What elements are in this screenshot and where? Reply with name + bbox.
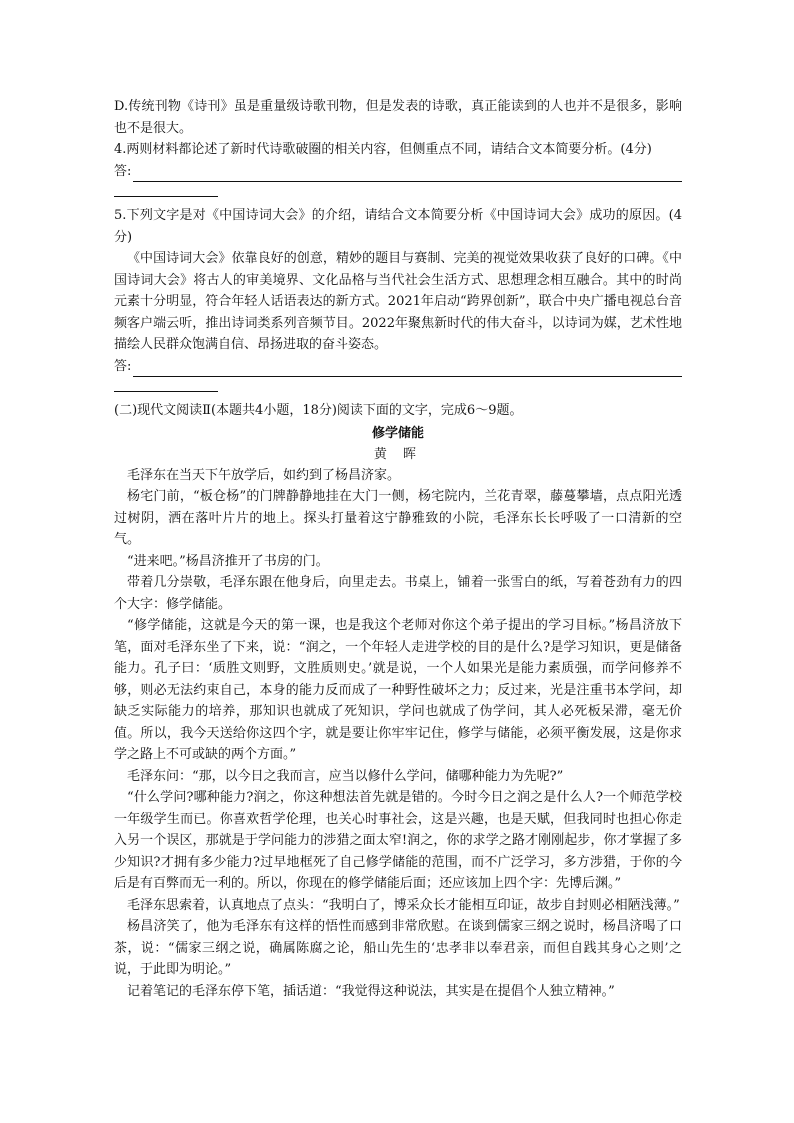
story-paragraph: 杨昌济笑了，他为毛泽东有这样的悟性而感到非常欣慰。在谈到儒家三纲之说时，杨昌济喝了口茶，说：“儒家三纲之说，确属陈腐之论，船山先生的‘忠孝非以奉君亲，而但自践其身心之则’之说，于此即为明论。” bbox=[114, 919, 682, 977]
answer-label: 答: bbox=[114, 163, 132, 179]
story-paragraph: 杨宅门前，“板仓杨”的门牌静静地挂在大门一侧，杨宅院内，兰花青翠，藤蔓攀墙，点点阳光透过树阴，洒在落叶片片的地上。探头打量着这宁静雅致的小院，毛泽东长长呼吸了一口清新的空气。 bbox=[114, 489, 682, 547]
q4-prompt: 4.两则材料都论述了新时代诗歌破圈的相关内容，但侧重点不同，请结合文本简要分析。(4分) bbox=[114, 142, 652, 157]
story-paragraph: 带着几分崇敬，毛泽东跟在他身后，向里走去。书桌上，铺着一张雪白的纸，写着苍劲有力的四个大字：修学储能。 bbox=[114, 575, 682, 612]
story-paragraph: “修学储能，这就是今天的第一课，也是我这个老师对你这个弟子提出的学习目标。”杨昌济放下笔，面对毛泽东坐了下来，说：“润之，一个年轻人走进学校的目的是什么?是学习知识，更是储备能力。孔子曰：‘质胜文则野，文胜质则史。’就是说，一个人如果光是能力素质强，而学问修养不够，则必无法约束自己，本身的能力反而成了一种野性破坏之力；反过来，光是注重书本学问，却缺乏实际能力的培养，那知识也就成了死知识，学问也就成了伪学问，其人必死板呆滞，毫无价值。所以，我今天送给你这四个字，就是要让你牢牢记住，修学与储能，必须平衡发展，这是你求学之路上不可或缺的两个方面。” bbox=[114, 618, 682, 762]
answer-blank[interactable] bbox=[133, 166, 682, 182]
q3-option-d: D.传统刊物《诗刊》虽是重量级诗歌刊物，但是发表的诗歌，真正能读到的人也并不是很多，影响也不是很大。 bbox=[114, 99, 682, 136]
q4-answer-line-continued[interactable] bbox=[114, 182, 218, 197]
story-title: 修学储能 bbox=[371, 425, 424, 441]
story-paragraph: 毛泽东思索着，认真地点了点头：“我明白了，博采众长才能相互印证，故步自封则必相陋浅薄。” bbox=[127, 897, 680, 913]
answer-label: 答: bbox=[114, 358, 132, 374]
story-paragraph: 毛泽东问：“那，以今日之我而言，应当以修什么学问，储哪种能力为先呢?” bbox=[127, 768, 564, 784]
story-paragraph: “什么学问?哪种能力?润之，你这种想法首先就是错的。今时今日之润之是什么人?一个师范学校一年级学生而已。你喜欢哲学伦理，也关心时事社会，这是兴趣，也是天赋，但我同时也担心你走入另一个误区，那就是于学问能力的涉猎之面太窄!润之，你的求学之路才刚刚起步，你才掌握了多少知识?才拥有多少能力?过早地框死了自己修学储能的范围，而不广泛学习，多方涉猎，于你的今后是有百弊而无一利的。所以，你现在的修学储能后面；还应该加上四个字：先博后渊。” bbox=[114, 790, 682, 891]
exam-page bbox=[114, 96, 682, 1002]
story-author: 黄 晖 bbox=[373, 446, 423, 462]
q5-passage: 《中国诗词大会》依靠良好的创意，精妙的题目与赛制、完美的视觉效果收获了良好的口碑。《中国诗词大会》将古人的审美境界、文化品格与当代社会生活方式、思想理念相互融合。其中的时尚元素十分明显，符合年轻人话语表达的新方式。2021年启动“跨界创新”，联合中央广播电视总台音频客户端云听，推出诗词类系列音频节目。2022年聚焦新时代的伟大奋斗，以诗词为媒，艺术性地描绘人民群众饱满自信、昂扬进取的奋斗姿态。 bbox=[114, 251, 682, 352]
q5-prompt: 5.下列文字是对《中国诗词大会》的介绍，请结合文本简要分析《中国诗词大会》成功的原因。(4分) bbox=[114, 208, 682, 245]
q5-answer-line[interactable] bbox=[114, 356, 682, 378]
q4-answer-line[interactable] bbox=[114, 161, 682, 183]
story-paragraph: 毛泽东在当天下午放学后，如约到了杨昌济家。 bbox=[127, 467, 401, 483]
story-paragraph: 记着笔记的毛泽东停下笔，插话道：“我觉得这种说法，其实是在提倡个人独立精神。” bbox=[127, 983, 615, 999]
q5-answer-line-continued[interactable] bbox=[114, 377, 218, 392]
section-intro: (二)现代文阅读Ⅱ(本题共4小题，18分)阅读下面的文字，完成6～9题。 bbox=[114, 403, 523, 418]
story-paragraph: “进来吧。”杨昌济推开了书房的门。 bbox=[127, 553, 329, 569]
answer-blank[interactable] bbox=[133, 361, 682, 377]
